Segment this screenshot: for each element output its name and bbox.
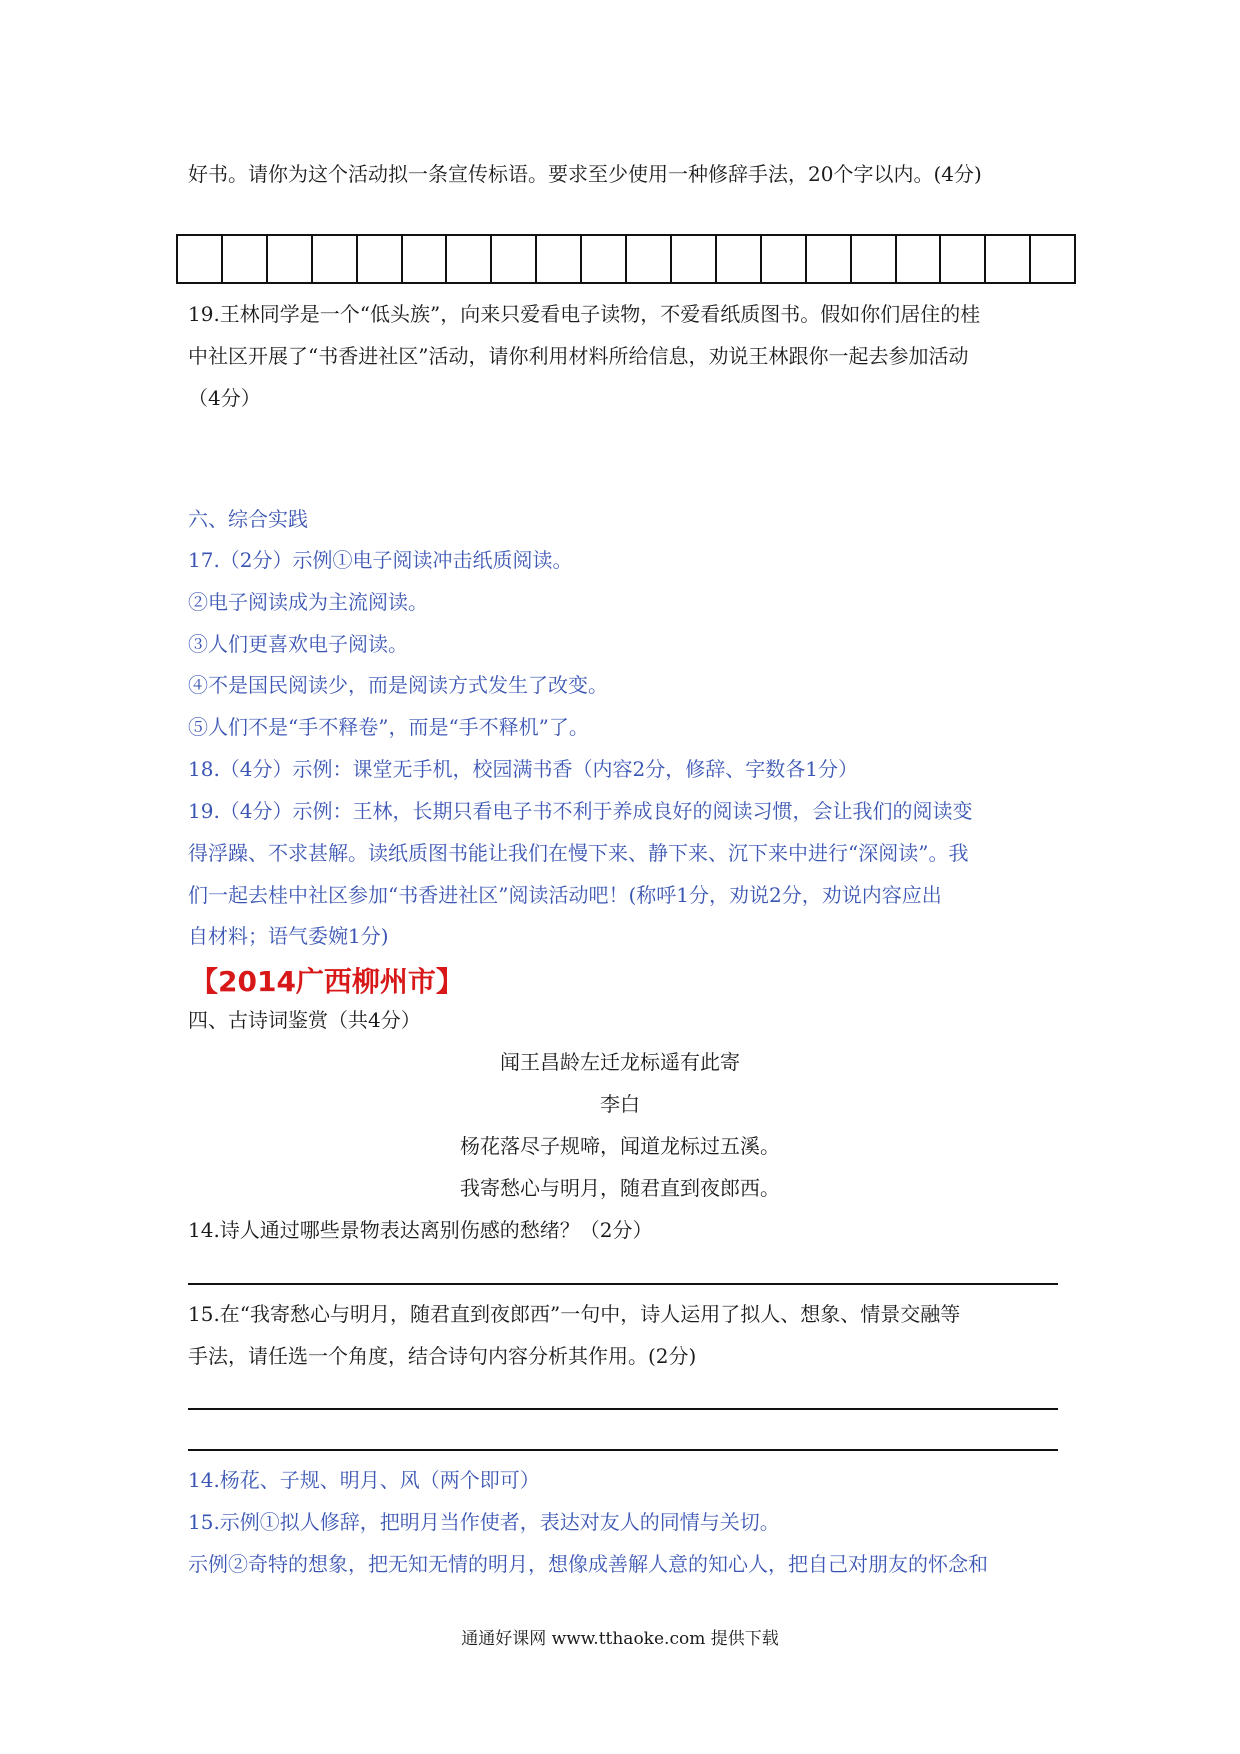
answer-box-cell [268,236,313,282]
answer-17-line-4: ④不是国民阅读少，而是阅读方式发生了改变。 [188,673,608,697]
answer-box-cell [492,236,537,282]
poem-line-2: 我寄愁心与明月，随君直到夜郎西。 [460,1176,780,1200]
question-19-line-1: 19.王林同学是一个“低头族”，向来只爱看电子读物，不爱看纸质图书。假如你们居住的桂 [188,302,981,326]
answer-19-line-4: 自材料；语气委婉1分) [188,924,389,948]
answer-17-line-2: ②电子阅读成为主流阅读。 [188,590,428,614]
answer-box-grid [176,234,1076,284]
poem-title: 闻王昌龄左迁龙标遥有此寄 [500,1050,740,1074]
answer-box-cell [807,236,852,282]
region-heading: 【2014广西柳州市】 [190,965,464,998]
answer-box-cell [941,236,986,282]
answer-box-cell [313,236,358,282]
answer-box-cell [852,236,897,282]
answer-19-line-1: 19.（4分）示例：王林，长期只看电子书不利于养成良好的阅读习惯，会让我们的阅读变 [188,799,973,823]
answer-rule-14 [188,1283,1058,1285]
answer-box-cell [358,236,403,282]
answer-box-cell [537,236,582,282]
answer-rule-15b [188,1449,1058,1451]
answer-17-line-5: ⑤人们不是“手不释卷”，而是“手不释机”了。 [188,715,589,739]
poetry-heading: 四、古诗词鉴赏（共4分） [188,1008,421,1032]
answer-box-cell [178,236,223,282]
answer-box-cell [897,236,942,282]
poem-line-1: 杨花落尽子规啼，闻道龙标过五溪。 [460,1134,780,1158]
answer-box-cell [672,236,717,282]
answer-15-line-1: 15.示例①拟人修辞，把明月当作使者，表达对友人的同情与关切。 [188,1510,780,1534]
poem-author: 李白 [600,1092,640,1116]
question-19-line-3: （4分） [188,386,261,410]
answer-19-line-3: 们一起去桂中社区参加“书香进社区”阅读活动吧！(称呼1分，劝说2分，劝说内容应出 [188,883,942,907]
answer-box-cell [762,236,807,282]
answer-box-cell [627,236,672,282]
question-15-line-2: 手法，请任选一个角度，结合诗句内容分析其作用。(2分) [188,1344,697,1368]
answer-19-line-2: 得浮躁、不求甚解。读纸质图书能让我们在慢下来、静下来、沉下来中进行“深阅读”。我 [188,841,969,865]
answer-box-cell [403,236,448,282]
answer-14: 14.杨花、子规、明月、风（两个即可） [188,1468,540,1492]
answer-box-cell [223,236,268,282]
answer-box-cell [447,236,492,282]
question-15-line-1: 15.在“我寄愁心与明月，随君直到夜郎西”一句中，诗人运用了拟人、想象、情景交融等 [188,1302,961,1326]
answer-box-cell [717,236,762,282]
answer-box-cell [986,236,1031,282]
answer-15-line-2: 示例②奇特的想象，把无知无情的明月，想像成善解人意的知心人，把自己对朋友的怀念和 [188,1552,988,1576]
answer-17-line-1: 17.（2分）示例①电子阅读冲击纸质阅读。 [188,548,573,572]
answers-heading: 六、综合实践 [188,507,308,531]
question-14: 14.诗人通过哪些景物表达离别伤感的愁绪？（2分） [188,1218,653,1242]
answer-18: 18.（4分）示例：课堂无手机，校园满书香（内容2分，修辞、字数各1分） [188,757,858,781]
answer-box-cell [582,236,627,282]
intro-line: 好书。请你为这个活动拟一条宣传标语。要求至少使用一种修辞手法，20个字以内。(4分) [188,162,982,186]
answer-17-line-3: ③人们更喜欢电子阅读。 [188,632,408,656]
answer-box-cell [1031,236,1074,282]
footer-source: 通通好课网 www.tthaoke.com 提供下载 [461,1629,779,1649]
answer-rule-15a [188,1408,1058,1410]
question-19-line-2: 中社区开展了“书香进社区”活动，请你利用材料所给信息，劝说王林跟你一起去参加活动 [188,344,969,368]
